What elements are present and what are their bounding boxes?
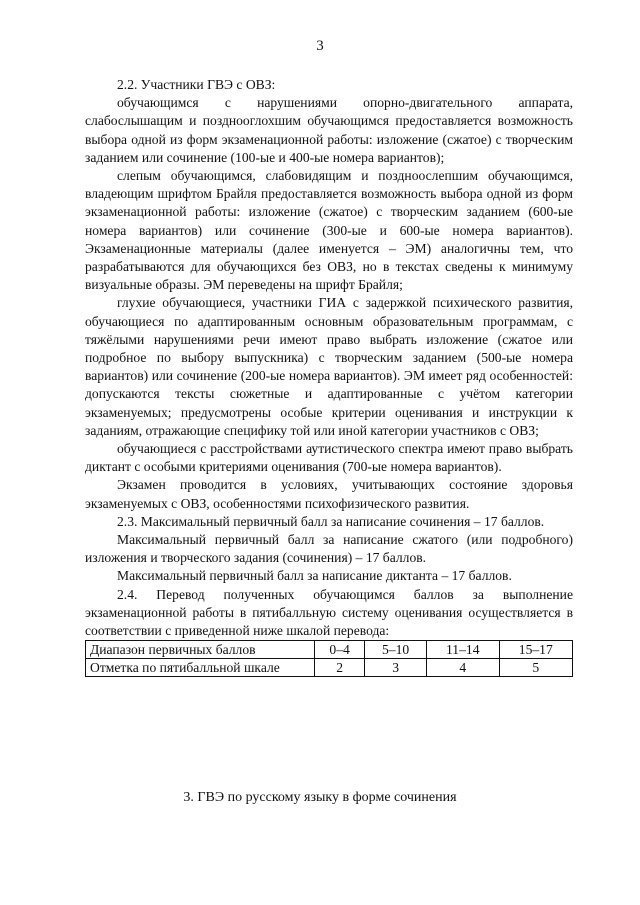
paragraph-musculoskeletal: обучающимся с нарушениями опорно-двигательного аппарата, слабослышащим и позднооглохшим обучающимся предоставляется возможность выбора одной из форм экзаменационной работы: изложение (сжатое) с творческим заданием или сочинение (100-ые и 400-ые номера вариантов);	[85, 95, 573, 165]
table-row	[86, 659, 573, 677]
table-row	[86, 641, 573, 659]
table-cell: 11–14	[426, 641, 499, 659]
table-cell: 0–4	[315, 641, 365, 659]
table-cell: 4	[426, 659, 499, 677]
document-body	[85, 76, 573, 677]
table-cell: Отметка по пятибалльной шкале	[86, 659, 315, 677]
paragraph-participants-heading: 2.2. Участники ГВЭ с ОВЗ:	[117, 77, 276, 92]
table-cell: 5–10	[365, 641, 427, 659]
page-number: 3	[316, 38, 324, 54]
table-cell: 5	[499, 659, 572, 677]
section-heading: 3. ГВЭ по русскому языку в форме сочинения	[183, 790, 457, 805]
paragraph-blind: слепым обучающимся, слабовидящим и поздноослепшим обучающимся, владеющим шрифтом Брайля предоставляется возможность выбора одной из форм экзаменационной работы: изложение (сжатое) с творческим заданием (600-ые номера вариантов) или сочинение (300-ые и 600-ые номера вариантов). Экзаменационные материалы (далее именуется – ЭМ) аналогичны тем, что разрабатываются для обучающихся без ОВЗ, но в текстах сведены к минимуму визуальные образы. ЭМ переведены на шрифт Брайля;	[85, 168, 573, 293]
paragraph-exam-conditions: Экзамен проводится в условиях, учитывающих состояние здоровья экзаменуемых с ОВЗ, особенностями психофизического развития.	[85, 477, 573, 511]
table-cell: 15–17	[499, 641, 572, 659]
table-cell: 3	[365, 659, 427, 677]
paragraph-autism: обучающиеся с расстройствами аутистического спектра имеют право выбрать диктант с особыми критериями оценивания (700-ые номера вариантов).	[85, 441, 573, 475]
paragraph-deaf: глухие обучающиеся, участники ГИА с задержкой психического развития, обучающиеся по адаптированным основным образовательным программам, с тяжёлыми нарушениями речи имеют право выбрать изложение (сжатое или подробное по выбору выпускника) с творческим заданием (500-ые номера вариантов) или сочинение (200-ые номера вариантов). ЭМ имеет ряд особенностей: допускаются тексты сюжетные и адаптированные с учётом категории экзаменуемых; предусмотрены особые критерии оценивания и инструкции к заданиям, отражающие специфику той или иной категории участников с ОВЗ;	[85, 295, 573, 438]
score-conversion-table	[85, 640, 573, 677]
paragraph-max-score-dictation: Максимальный первичный балл за написание диктанта – 17 баллов.	[117, 568, 512, 584]
table-cell: 2	[315, 659, 365, 677]
paragraph-max-score-summary: Максимальный первичный балл за написание сжатого (или подробного) изложения и творческого задания (сочинения) – 17 баллов.	[85, 532, 573, 566]
table-cell: Диапазон первичных баллов	[86, 641, 315, 659]
paragraph-score-conversion: 2.4. Перевод полученных обучающимся баллов за выполнение экзаменационной работы в пятибалльную систему оценивания осуществляется в соответствии с приведенной ниже шкалой перевода:	[85, 586, 573, 639]
paragraph-max-score-essay: 2.3. Максимальный первичный балл за написание сочинения – 17 баллов.	[117, 513, 545, 529]
